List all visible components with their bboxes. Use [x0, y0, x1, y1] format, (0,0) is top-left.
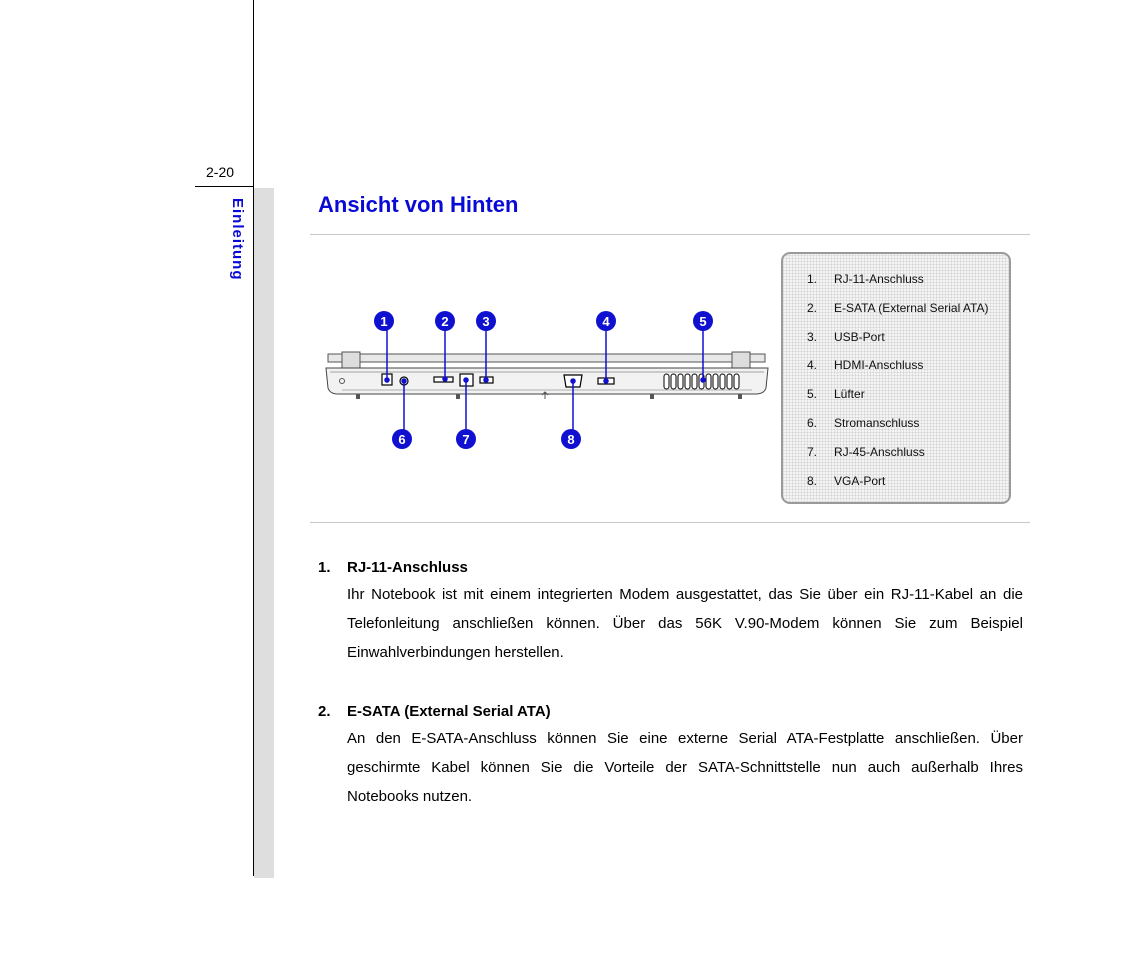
foot-left [356, 394, 360, 399]
foot-mid-left [456, 394, 460, 399]
legend-item-label: USB-Port [834, 329, 885, 344]
legend-item [807, 299, 989, 328]
legend-item-label: VGA-Port [834, 473, 886, 488]
foot-mid-right [650, 394, 654, 399]
page-title: Ansicht von Hinten [318, 192, 519, 217]
foot-right [738, 394, 742, 399]
section-heading [318, 702, 1028, 724]
legend-item-number: 6. [807, 415, 818, 430]
callout-6-text: 6 [398, 432, 406, 447]
section-number: 1. [318, 559, 331, 576]
section-heading [318, 558, 1028, 580]
legend-item-label: Stromanschluss [834, 415, 920, 430]
section-title: E-SATA (External Serial ATA) [347, 703, 551, 720]
section-body: An den E-SATA-Anschluss können Sie eine externe Serial ATA-Festplatte anschließen. Über geschirmte Kabel können Sie die Vorteile der SATA-Schnittstelle nun auch außerhalb Ihres Notebooks nutzen. [347, 730, 1023, 805]
legend-item-number: 7. [807, 444, 818, 459]
legend-box [781, 252, 1011, 504]
legend-item-label: HDMI-Anschluss [834, 358, 924, 373]
legend-item-label: RJ-11-Anschluss [834, 272, 924, 286]
page-number: 2-20 [206, 164, 235, 180]
callout-2-text: 2 [441, 314, 449, 329]
callout-5-text: 5 [699, 314, 707, 329]
legend-item-label: RJ-45-Anschluss [834, 444, 925, 459]
legend-item [807, 472, 989, 501]
legend-item [807, 328, 989, 357]
bottom-divider [310, 522, 1030, 523]
callout-1-text: 1 [380, 314, 388, 329]
legend-item [807, 443, 989, 472]
callout-7-text: 7 [462, 432, 470, 447]
section-rj11 [318, 558, 1028, 667]
top-divider [310, 234, 1030, 235]
legend-item-number: 4. [807, 358, 818, 373]
section-body: Ihr Notebook ist mit einem integrierten Modem ausgestattet, das Sie über ein RJ-11-Kabel an die Telefonleitung anschließen können. Über das 56K V.90-Modem können Sie zum Beispiel Einwahlverbindungen herstellen. [347, 586, 1023, 661]
section-title: RJ-11-Anschluss [347, 559, 468, 576]
callout-4-text: 4 [602, 314, 610, 329]
legend-item [807, 385, 989, 414]
rear-view-diagram [320, 300, 775, 460]
section-number: 2. [318, 703, 331, 720]
legend-item-number: 2. [807, 300, 818, 315]
legend-item [807, 270, 989, 299]
legend-item-number: 3. [807, 329, 818, 344]
laptop-lid [328, 354, 765, 362]
callout-3-text: 3 [482, 314, 490, 329]
legend-item-label: E-SATA (External Serial ATA) [834, 300, 989, 315]
legend-item-number: 5. [807, 387, 818, 402]
legend-item [807, 356, 989, 385]
legend-list [807, 270, 989, 500]
legend-item-number: 8. [807, 473, 818, 488]
legend-item-label: Lüfter [834, 387, 865, 402]
section-esata [318, 702, 1028, 811]
chapter-label: Einleitung [229, 198, 246, 281]
legend-item-number: 1. [807, 272, 818, 286]
chapter-side-bar [254, 188, 274, 878]
callout-8-text: 8 [567, 432, 575, 447]
page-number-rule [195, 186, 254, 187]
legend-item [807, 414, 989, 443]
